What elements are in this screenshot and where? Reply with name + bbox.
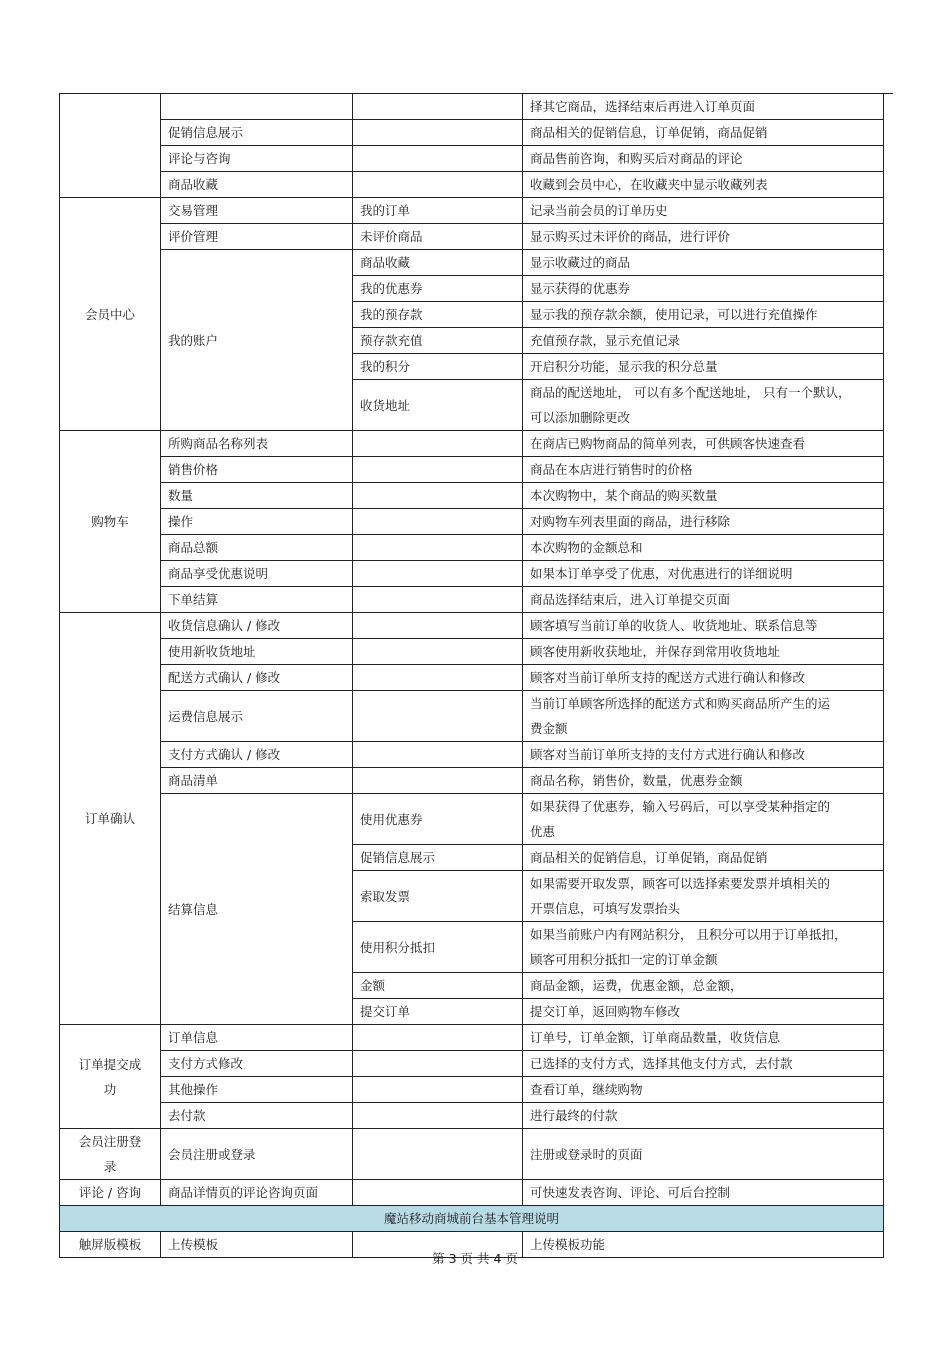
feature-cell: 商品详情页的评论咨询页面 (161, 1180, 353, 1206)
sub-feature-cell (353, 1051, 523, 1077)
sub-feature-cell (353, 768, 523, 794)
feature-cell: 商品收藏 (161, 172, 353, 198)
description-cell: 顾客对当前订单所支持的支付方式进行确认和修改 (523, 742, 884, 768)
sub-feature-cell (353, 1180, 523, 1206)
table-row (60, 94, 884, 120)
sub-feature-cell (353, 613, 523, 639)
feature-cell: 配送方式确认 / 修改 (161, 665, 353, 691)
table-row (60, 1129, 884, 1180)
sub-feature-cell (353, 120, 523, 146)
module-comment: 评论 / 咨询 (60, 1180, 161, 1206)
sub-feature-cell (353, 639, 523, 665)
feature-cell: 下单结算 (161, 587, 353, 613)
module-order-success (60, 1025, 161, 1129)
feature-cell: 支付方式确认 / 修改 (161, 742, 353, 768)
sub-feature-cell: 预存款充值 (353, 328, 523, 354)
feature-cell: 去付款 (161, 1103, 353, 1129)
feature-cell: 评价管理 (161, 224, 353, 250)
feature-cell: 运费信息展示 (161, 691, 353, 742)
table-row (60, 120, 884, 146)
description-cell (523, 922, 884, 973)
sub-feature-cell (353, 1077, 523, 1103)
sub-feature-cell: 我的优惠券 (353, 276, 523, 302)
feature-cell: 结算信息 (161, 794, 353, 1025)
feature-cell: 交易管理 (161, 198, 353, 224)
description-cell: 显示购买过未评价的商品，进行评价 (523, 224, 884, 250)
description-cell: 商品售前咨询，和购买后对商品的评论 (523, 146, 884, 172)
sub-feature-cell: 我的预存款 (353, 302, 523, 328)
table-row (60, 431, 884, 457)
sub-feature-cell: 未评价商品 (353, 224, 523, 250)
description-line: 顾客可用积分抵扣一定的订单金额 (530, 952, 718, 967)
description-line: 可以添加删除更改 (530, 410, 631, 425)
description-cell: 显示我的预存款余额，使用记录，可以进行充值操作 (523, 302, 884, 328)
sub-feature-cell (353, 1025, 523, 1051)
module-title-line: 功 (103, 1081, 117, 1097)
sub-feature-cell (353, 509, 523, 535)
table-row (60, 1180, 884, 1206)
sub-feature-cell (353, 431, 523, 457)
table-row (60, 1103, 884, 1129)
description-cell: 商品名称，销售价，数量，优惠券金额 (523, 768, 884, 794)
sub-feature-cell (353, 535, 523, 561)
description-cell: 记录当前会员的订单历史 (523, 198, 884, 224)
module-title-line: 录 (103, 1159, 117, 1174)
table-row (60, 198, 884, 224)
sub-feature-cell (353, 665, 523, 691)
table-row (60, 742, 884, 768)
sub-feature-cell: 促销信息展示 (353, 845, 523, 871)
description-cell: 查看订单，继续购物 (523, 1077, 884, 1103)
sub-feature-cell (353, 742, 523, 768)
feature-cell: 上传模板 (161, 1232, 353, 1258)
table-row (60, 665, 884, 691)
feature-table (59, 93, 884, 1258)
feature-cell: 支付方式修改 (161, 1051, 353, 1077)
sub-feature-cell (353, 457, 523, 483)
description-cell: 可快速发表咨询、评论、可后台控制 (523, 1180, 884, 1206)
sub-feature-cell (353, 94, 523, 120)
feature-cell: 商品清单 (161, 768, 353, 794)
sub-feature-cell: 金额 (353, 973, 523, 999)
module-order-confirm: 订单确认 (60, 613, 161, 1025)
sub-feature-cell: 我的订单 (353, 198, 523, 224)
sub-feature-cell (353, 691, 523, 742)
sub-feature-cell (353, 1129, 523, 1180)
description-cell: 提交订单，返回购物车修改 (523, 999, 884, 1025)
description-cell: 本次购物的金额总和 (523, 535, 884, 561)
sub-feature-cell: 提交订单 (353, 999, 523, 1025)
sub-feature-cell (353, 146, 523, 172)
table-row (60, 1206, 884, 1232)
description-cell: 商品选择结束后，进入订单提交页面 (523, 587, 884, 613)
table-row (60, 639, 884, 665)
description-cell (523, 794, 884, 845)
module-cell-continued (60, 94, 161, 198)
table-row (60, 483, 884, 509)
module-register (60, 1129, 161, 1180)
description-line: 优惠 (530, 824, 556, 839)
feature-cell: 数量 (161, 483, 353, 509)
sub-feature-cell: 收货地址 (353, 380, 523, 431)
feature-cell: 收货信息确认 / 修改 (161, 613, 353, 639)
description-cell: 收藏到会员中心，在收藏夹中显示收藏列表 (523, 172, 884, 198)
description-cell: 择其它商品，选择结束后再进入订单页面 (523, 94, 884, 120)
feature-cell: 使用新收货地址 (161, 639, 353, 665)
table-row (60, 457, 884, 483)
description-cell (523, 691, 884, 742)
table-row (60, 535, 884, 561)
description-line: 费金额 (530, 721, 568, 736)
description-line: 如果获得了优惠券，输入号码后，可以享受某种指定的 (530, 799, 831, 814)
module-member-center: 会员中心 (60, 198, 161, 431)
feature-cell (161, 94, 353, 120)
description-line: 如果需要开取发票，顾客可以选择索要发票并填相关的 (530, 876, 831, 891)
sub-feature-cell (353, 172, 523, 198)
description-line: 如果当前账户内有网站积分， 且积分可以用于订单抵扣， (530, 927, 847, 942)
description-cell: 进行最终的付款 (523, 1103, 884, 1129)
description-cell: 如果本订单享受了优惠，对优惠进行的详细说明 (523, 561, 884, 587)
feature-cell: 其他操作 (161, 1077, 353, 1103)
feature-cell: 商品享受优惠说明 (161, 561, 353, 587)
description-cell: 注册或登录时的页面 (523, 1129, 884, 1180)
description-cell: 本次购物中，某个商品的购买数量 (523, 483, 884, 509)
table-row (60, 1051, 884, 1077)
module-touch-template: 触屏版模板 (60, 1232, 161, 1258)
sub-feature-cell (353, 561, 523, 587)
table-row (60, 561, 884, 587)
table-row (60, 224, 884, 250)
table-row (60, 768, 884, 794)
description-cell: 充值预存款，显示充值记录 (523, 328, 884, 354)
description-cell: 订单号，订单金额，订单商品数量，收货信息 (523, 1025, 884, 1051)
description-cell: 商品相关的促销信息，订单促销，商品促销 (523, 845, 884, 871)
table-row (60, 146, 884, 172)
description-cell: 开启积分功能，显示我的积分总量 (523, 354, 884, 380)
description-cell: 显示获得的优惠券 (523, 276, 884, 302)
module-title-line: 会员注册登 (78, 1134, 142, 1149)
description-cell: 已选择的支付方式，选择其他支付方式，去付款 (523, 1051, 884, 1077)
feature-cell: 商品总额 (161, 535, 353, 561)
description-cell: 对购物车列表里面的商品，进行移除 (523, 509, 884, 535)
sub-feature-cell (353, 587, 523, 613)
description-line: 开票信息，可填写发票抬头 (530, 901, 681, 916)
feature-cell: 操作 (161, 509, 353, 535)
feature-cell: 所购商品名称列表 (161, 431, 353, 457)
description-cell: 商品金额，运费，优惠金额，总金额， (523, 973, 884, 999)
sub-feature-cell: 使用优惠券 (353, 794, 523, 845)
description-cell: 商品相关的促销信息，订单促销，商品促销 (523, 120, 884, 146)
description-line: 商品的配送地址， 可以有多个配送地址， 只有一个默认， (530, 385, 851, 400)
feature-cell: 会员注册或登录 (161, 1129, 353, 1180)
feature-cell: 订单信息 (161, 1025, 353, 1051)
description-cell: 顾客填写当前订单的收货人、收货地址、联系信息等 (523, 613, 884, 639)
description-cell: 在商店已购物商品的简单列表，可供顾客快速查看 (523, 431, 884, 457)
table-row (60, 172, 884, 198)
sub-feature-cell (353, 1103, 523, 1129)
table-row (60, 794, 884, 845)
feature-cell: 促销信息展示 (161, 120, 353, 146)
module-title-line: 订单提交成 (78, 1056, 142, 1072)
table-row (60, 587, 884, 613)
feature-cell: 评论与咨询 (161, 146, 353, 172)
description-cell: 上传模板功能 (523, 1232, 884, 1258)
table-row (60, 250, 884, 276)
table-row (60, 509, 884, 535)
description-cell: 显示收藏过的商品 (523, 250, 884, 276)
table-row (60, 691, 884, 742)
sub-feature-cell (353, 483, 523, 509)
sub-feature-cell: 使用积分抵扣 (353, 922, 523, 973)
description-cell (523, 380, 884, 431)
table-row (60, 1077, 884, 1103)
table-row (60, 1025, 884, 1051)
description-cell: 商品在本店进行销售时的价格 (523, 457, 884, 483)
section-header: 魔站移动商城前台基本管理说明 (60, 1206, 884, 1232)
sub-feature-cell: 我的积分 (353, 354, 523, 380)
description-cell: 顾客对当前订单所支持的配送方式进行确认和修改 (523, 665, 884, 691)
description-cell (523, 871, 884, 922)
table-row (60, 613, 884, 639)
module-cart: 购物车 (60, 431, 161, 613)
description-line: 当前订单顾客所选择的配送方式和购买商品所产生的运 (530, 696, 831, 711)
sub-feature-cell: 商品收藏 (353, 250, 523, 276)
feature-cell: 我的账户 (161, 250, 353, 431)
feature-cell: 销售价格 (161, 457, 353, 483)
sub-feature-cell: 索取发票 (353, 871, 523, 922)
page-footer: 第 3 页 共 4 页 (432, 1251, 518, 1266)
description-cell: 顾客使用新收获地址，并保存到常用收货地址 (523, 639, 884, 665)
